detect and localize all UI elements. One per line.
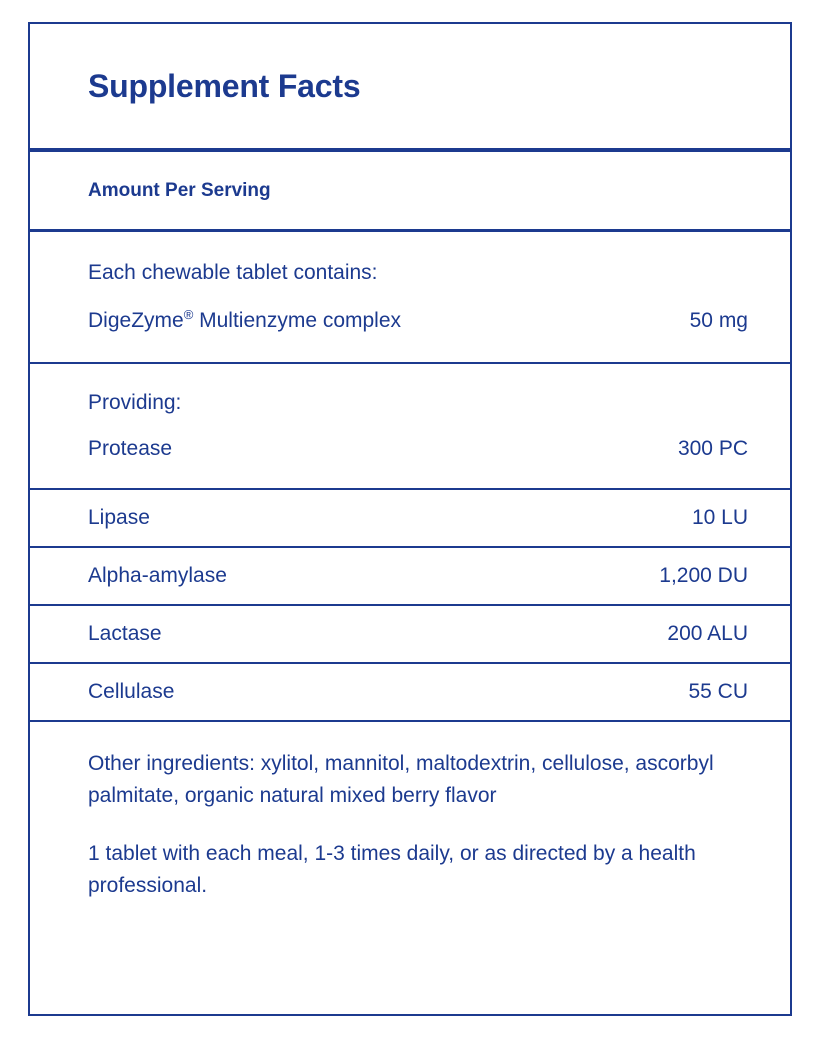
ingredient-label: Protease <box>88 437 173 460</box>
serving-lead-block <box>30 232 790 364</box>
amount-per-serving-header <box>30 152 790 232</box>
ingredient-value: 200 ALU <box>667 622 748 645</box>
digezyme-label <box>88 309 401 333</box>
providing-label-line <box>88 380 748 426</box>
providing-block <box>30 364 790 490</box>
ingredient-label: Cellulase <box>88 680 175 703</box>
amount-per-serving-label: Amount Per Serving <box>88 179 271 201</box>
other-ingredients-text: Other ingredients: xylitol, mannitol, maltodextrin, cellulose, ascorbyl palmitate, organic natural mixed berry flavor <box>88 752 714 807</box>
supplement-facts-panel <box>28 22 792 1016</box>
serving-intro-text: Each chewable tablet contains: <box>88 261 378 284</box>
ingredient-label: Lipase <box>88 506 150 529</box>
directions-text: 1 tablet with each meal, 1-3 times daily, or as directed by a health professional. <box>88 841 696 897</box>
footer-block <box>30 722 790 902</box>
digezyme-row <box>88 297 748 345</box>
ingredient-value: 10 LU <box>691 506 748 529</box>
table-row <box>30 664 790 722</box>
ingredient-value: 55 CU <box>688 680 748 703</box>
title-band <box>30 24 790 152</box>
registered-trademark-icon: ® <box>183 307 194 322</box>
digezyme-name: DigeZyme <box>88 309 184 332</box>
table-row <box>30 606 790 664</box>
serving-intro-line <box>88 249 748 297</box>
digezyme-name-suffix: Multienzyme complex <box>193 309 402 332</box>
table-row <box>30 548 790 606</box>
ingredient-value: 1,200 DU <box>659 564 748 587</box>
digezyme-value: 50 mg <box>689 309 748 332</box>
ingredient-value: 300 PC <box>677 437 748 460</box>
providing-label: Providing: <box>88 391 182 414</box>
ingredient-label: Lactase <box>88 622 162 645</box>
table-row <box>30 490 790 548</box>
table-row <box>88 426 748 472</box>
page-title: Supplement Facts <box>88 67 361 104</box>
ingredient-label: Alpha-amylase <box>88 564 227 587</box>
